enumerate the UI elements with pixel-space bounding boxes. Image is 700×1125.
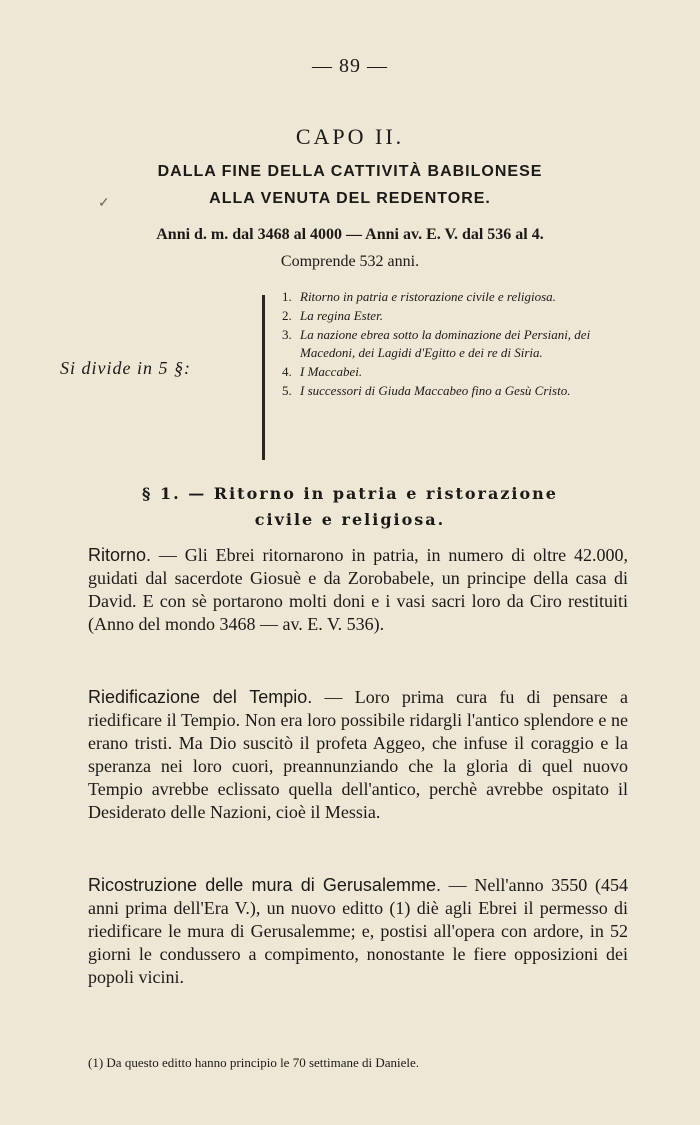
section-list-item: 1. Ritorno in patria e ristorazione civile e religiosa. (282, 289, 556, 304)
paragraph-lead: Riedificazione del Tempio. (88, 687, 313, 707)
section-list-item: 2. La regina Ester. (282, 308, 383, 323)
paragraph-text: — Gli Ebrei ritornarono in patria, in numero di oltre 42.000, guidati dal sacerdote Giosuè e da Zorobabele, un principe della casa di David. E con sè portarono molti doni e i vasi sacri loro da Ciro restituiti (Anno del mondo 3468 — av. E. V. 536). (88, 545, 628, 634)
paragraph-text: — Loro prima cura fu di pensare a riedificare il Tempio. Non era loro possibile ridargli l'antico splendore e ne erano tristi. Ma Dio suscitò il profeta Aggeo, che infuse il coraggio e la speranza nei loro cuori, preannunziando che la gloria di quel nuovo Tempio avrebbe eclissato quella dell'antico, perchè avrebbe ospitato il Desiderato delle Nazioni, cioè il Messia. (88, 687, 628, 822)
duration-line: Comprende 532 anni. (280, 253, 420, 270)
chapter-title: CAPO II. (295, 124, 405, 149)
section-title-line2: civile e religiosa. (254, 510, 446, 529)
page-number: — 89 — (312, 55, 388, 77)
footnote: (1) Da questo editto hanno principio le 70 settimane di Daniele. (88, 1055, 420, 1070)
date-range: Anni d. m. dal 3468 al 4000 — Anni av. E. V. dal 536 al 4. (156, 226, 544, 243)
section-title-line1: § 1. — Ritorno in patria e ristorazione (142, 484, 558, 503)
paragraph-riedificazione (88, 686, 628, 824)
brace-line (262, 295, 265, 460)
chapter-subtitle-line2: ALLA VENUTA DEL REDENTORE. (209, 190, 491, 207)
divide-label: Si divide in 5 §: (60, 358, 191, 378)
paragraph-ricostruzione (88, 874, 628, 989)
paragraph-text: — Nell'anno 3550 (454 anni prima dell'Era V.), un nuovo editto (1) diè agli Ebrei il permesso di riedificare le mura di Gerusalemme; e, postisi all'opera con ardore, in 52 giorni le condussero a compimento, nonostante le fiere opposizioni dei popoli vicini. (88, 875, 629, 987)
chapter-subtitle-line1: DALLA FINE DELLA CATTIVITÀ BABILONESE (157, 163, 543, 180)
section-list-item: 5. I successori di Giuda Maccabeo fino a Gesù Cristo. (282, 383, 571, 398)
paragraph-lead: Ricostruzione delle mura di Gerusalemme. (88, 875, 441, 895)
paragraph-lead: Ritorno. (88, 545, 152, 565)
paragraph-ritorno (88, 544, 628, 636)
ink-mark: ✓ (98, 196, 110, 211)
section-list-item: 3. La nazione ebrea sotto la dominazione dei Persiani, dei Macedoni, dei Lagidi d'Egitto e dei re di Siria. (282, 327, 591, 360)
section-list-item: 4. I Maccabei. (282, 364, 363, 379)
section-list (282, 288, 632, 401)
